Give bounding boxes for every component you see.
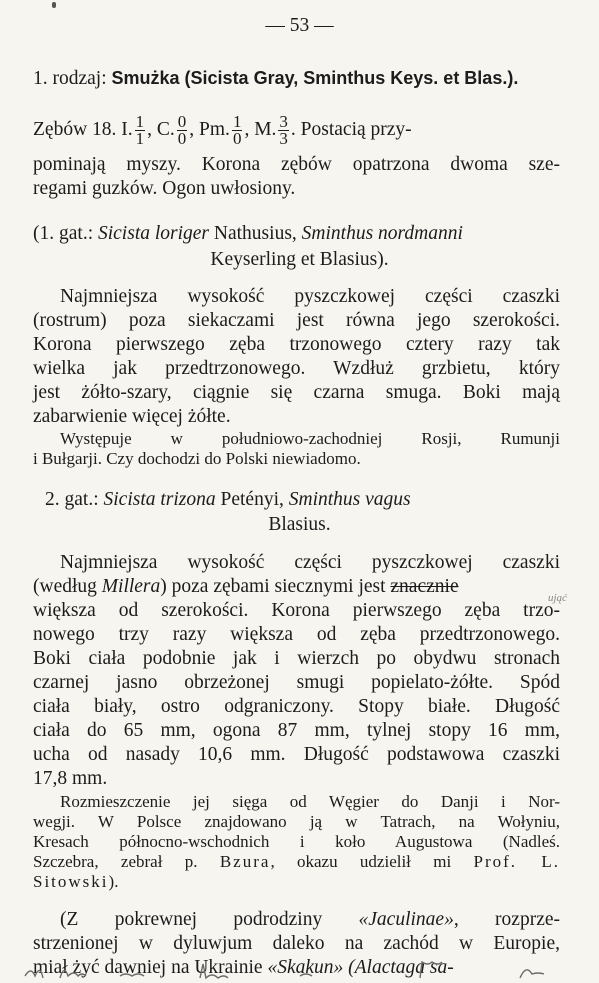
species2-heading-line2: Blasius. bbox=[268, 514, 331, 535]
species2-prefix: 2. gat.: bbox=[45, 489, 104, 510]
species1-synonym: Sminthus nordmanni bbox=[301, 223, 463, 244]
species1-desc-4: wielka jak przedtrzonowego. Wzdłuż grzbietu, który bbox=[33, 358, 560, 379]
species2-desc-3: większa od szerokości. Korona pierwszego zęba trzo- bbox=[33, 600, 560, 621]
species1-range-2: i Bułgarji. Czy dochodzi do Polski niewiadomo. bbox=[33, 449, 361, 468]
species1-name: Sicista loriger bbox=[97, 223, 210, 244]
page-number: — 53 — bbox=[265, 15, 334, 36]
closing-line-2: strzenionej w dyluwjum daleko na zachód w Europie, bbox=[33, 933, 560, 954]
genus-heading-prefix: 1. rodzaj: bbox=[33, 68, 112, 89]
closing-line-1: (Z pokrewnej podrodziny «Jaculinae», rozprze- bbox=[60, 909, 560, 930]
skakun: «Skakun» (Alactaga sa- bbox=[267, 957, 454, 978]
incisor-fraction: $\frac{1}{1}$ bbox=[135, 112, 145, 148]
handwritten-notes-bottom bbox=[0, 954, 599, 983]
jaculinae: «Jaculinae» bbox=[358, 909, 454, 930]
professor-title: Prof. L. bbox=[473, 852, 560, 871]
intro-line-2: regami guzków. Ogon uwłosiony. bbox=[33, 178, 296, 199]
species2-author: Petényi, bbox=[215, 489, 289, 510]
species2-range-3: Kresach północno-wschodnich i koło Augustowa (Nadleś. bbox=[33, 832, 560, 851]
molar-label: , M. bbox=[244, 118, 277, 140]
dental-tail: . Postacią przy- bbox=[290, 118, 412, 140]
species2-desc-1: Najmniejsza wysokość części pyszczkowej czaszki bbox=[60, 552, 560, 573]
species1-desc-2: (rostrum) poza siekaczami jest równa jego szerokości. bbox=[33, 310, 560, 331]
author-miller: Millera bbox=[101, 576, 161, 597]
species2-desc-5: Boki ciała podobnie jak i wierzch po obydwu stronach bbox=[33, 648, 560, 669]
species2-synonym: Sminthus vagus bbox=[288, 489, 411, 510]
species1-heading bbox=[33, 222, 463, 246]
species1-desc-5: jest żółto-szary, ciągnie się czarna smuga. Boki mają bbox=[33, 382, 560, 403]
collector-name: Bzura bbox=[219, 852, 271, 871]
professor-name: Sitowski bbox=[33, 872, 109, 891]
species1-heading-line2: Keyserling et Blasius). bbox=[210, 249, 389, 270]
species1-range-1: Występuje w południowo-zachodniej Rosji, Rumunji bbox=[60, 429, 560, 448]
species2-range-5: Sitowski). bbox=[33, 872, 119, 891]
species2-desc-8: ciała do 65 mm, ogona 87 mm, tylnej stopy 16 mm, bbox=[33, 720, 560, 741]
canine-fraction: $\frac{0}{0}$ bbox=[177, 112, 187, 148]
species2-desc-10: 17,8 mm. bbox=[33, 768, 108, 789]
genus-heading-name: Smużka (Sicista Gray, Sminthus Keys. et Blas.). bbox=[111, 68, 519, 88]
closing-line-3: miał żyć dawniej na Ukrainie «Skakun» (Alactaga sa- bbox=[33, 957, 454, 978]
species1-prefix: (1. gat.: bbox=[33, 223, 98, 244]
species2-name: Sicista trizona bbox=[103, 489, 216, 510]
species1-desc-6: zabarwienie więcej żółte. bbox=[33, 406, 231, 427]
species1-desc-3: Korona pierwszego zęba trzonowego cztery razy tak bbox=[33, 334, 560, 355]
species2-desc-6: czarnej jasno obrzeżonej smugi popielato-żółte. Spód bbox=[33, 672, 560, 693]
species2-range-2: wegji. W Polsce znajdowano ją w Tatrach, na Wołyniu, bbox=[33, 812, 560, 831]
species2-range-4: Szczebra, zebrał p. Bzura, okazu udzielił mi Prof. L. bbox=[33, 852, 560, 871]
species2-desc-2: (według Millera) poza zębami siecznymi jest znacznie bbox=[33, 576, 459, 597]
dental-zebow: Zębów 18. I. bbox=[33, 118, 133, 140]
species2-desc-7: ciała biały, ostro odgraniczony. Stopy białe. Długość bbox=[33, 696, 560, 717]
intro-line-1: pominają myszy. Korona zębów opatrzona dwoma sze- bbox=[33, 154, 560, 175]
species2-desc-4: nowego trzy razy większa od zęba przedtrzonowego. bbox=[33, 624, 560, 645]
margin-handwriting: ująć bbox=[548, 592, 567, 604]
species1-desc-1: Najmniejsza wysokość pyszczkowej części czaszki bbox=[60, 286, 560, 307]
premolar-fraction: $\frac{1}{0}$ bbox=[232, 112, 242, 148]
molar-fraction: $\frac{3}{3}$ bbox=[279, 112, 288, 148]
species2-desc-9: ucha od nasady 10,6 mm. Długość podstawowa czaszki bbox=[33, 744, 560, 765]
species1-author: Nathusius, bbox=[209, 223, 302, 244]
premolar-label: , Pm. bbox=[189, 118, 230, 140]
genus-heading bbox=[33, 66, 518, 91]
species2-heading bbox=[45, 488, 411, 512]
ink-dot bbox=[52, 2, 56, 8]
species2-range-1: Rozmieszczenie jej sięga od Węgier do Danji i Nor- bbox=[60, 792, 560, 811]
dental-formula bbox=[33, 114, 412, 147]
struck-word: znacznie bbox=[390, 576, 459, 597]
canine-label: , C. bbox=[147, 118, 175, 140]
